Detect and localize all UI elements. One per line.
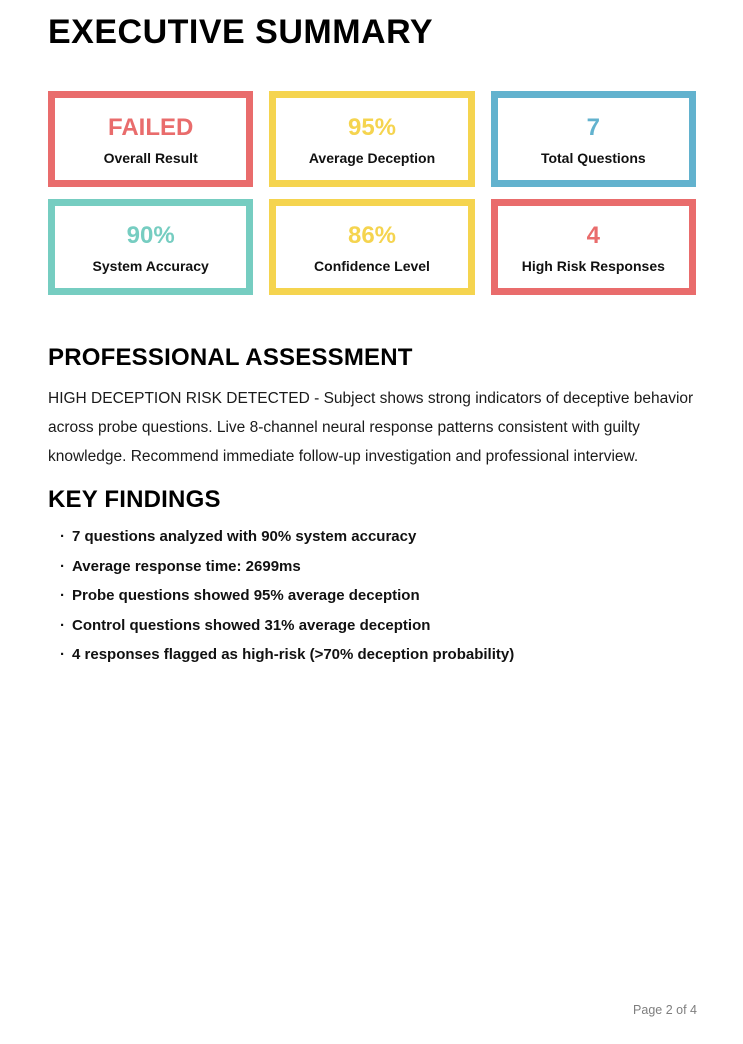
key-findings-heading: KEY FINDINGS	[48, 486, 221, 513]
stat-label: System Accuracy	[92, 258, 209, 274]
key-finding-item	[48, 522, 696, 552]
stat-card	[48, 91, 253, 187]
stat-value: 90%	[126, 222, 175, 249]
stat-label: Confidence Level	[314, 258, 430, 274]
key-finding-text: 4 responses flagged as high-risk (>70% deception probability)	[72, 646, 515, 663]
stat-card	[491, 91, 696, 187]
key-findings-list	[48, 522, 696, 670]
stat-value: 95%	[347, 114, 397, 141]
stat-label: Total Questions	[540, 150, 646, 166]
bullet-dot: ·	[60, 646, 65, 663]
key-finding-item	[48, 581, 696, 611]
bullet-dot: ·	[60, 587, 65, 604]
stat-value: 4	[586, 222, 600, 249]
bullet-dot: ·	[60, 528, 65, 545]
stat-card	[269, 199, 474, 295]
stat-value: 86%	[347, 222, 397, 249]
page-title: EXECUTIVE SUMMARY	[48, 13, 434, 51]
key-finding-text: Average response time: 2699ms	[72, 557, 301, 575]
bullet-dot: ·	[60, 616, 65, 634]
key-finding-item	[48, 640, 696, 670]
stat-card	[269, 91, 474, 187]
stat-value: FAILED	[107, 114, 194, 141]
stat-cards-grid	[48, 91, 696, 295]
key-finding-text: Probe questions showed 95% average deception	[72, 587, 420, 604]
professional-assessment-heading: PROFESSIONAL ASSESSMENT	[48, 344, 413, 371]
stat-card	[48, 199, 253, 295]
key-finding-text: 7 questions analyzed with 90% system accuracy	[72, 528, 417, 545]
key-finding-text: Control questions showed 31% average deception	[72, 616, 431, 634]
professional-assessment-body: HIGH DECEPTION RISK DETECTED - Subject shows strong indicators of deceptive behavior across probe questions. Live 8-channel neural response patterns consistent with guilty knowledge. Recommend immediate follow-up investigation and professional interview.	[48, 390, 694, 465]
bullet-dot: ·	[60, 557, 65, 575]
stat-label: High Risk Responses	[521, 258, 665, 274]
key-finding-item	[48, 552, 696, 582]
page-number: Page 2 of 4	[633, 1003, 697, 1017]
stat-value: 7	[586, 114, 600, 141]
key-finding-item	[48, 611, 696, 641]
stat-card	[491, 199, 696, 295]
stat-label: Average Deception	[308, 150, 436, 166]
stat-label: Overall Result	[103, 150, 198, 166]
